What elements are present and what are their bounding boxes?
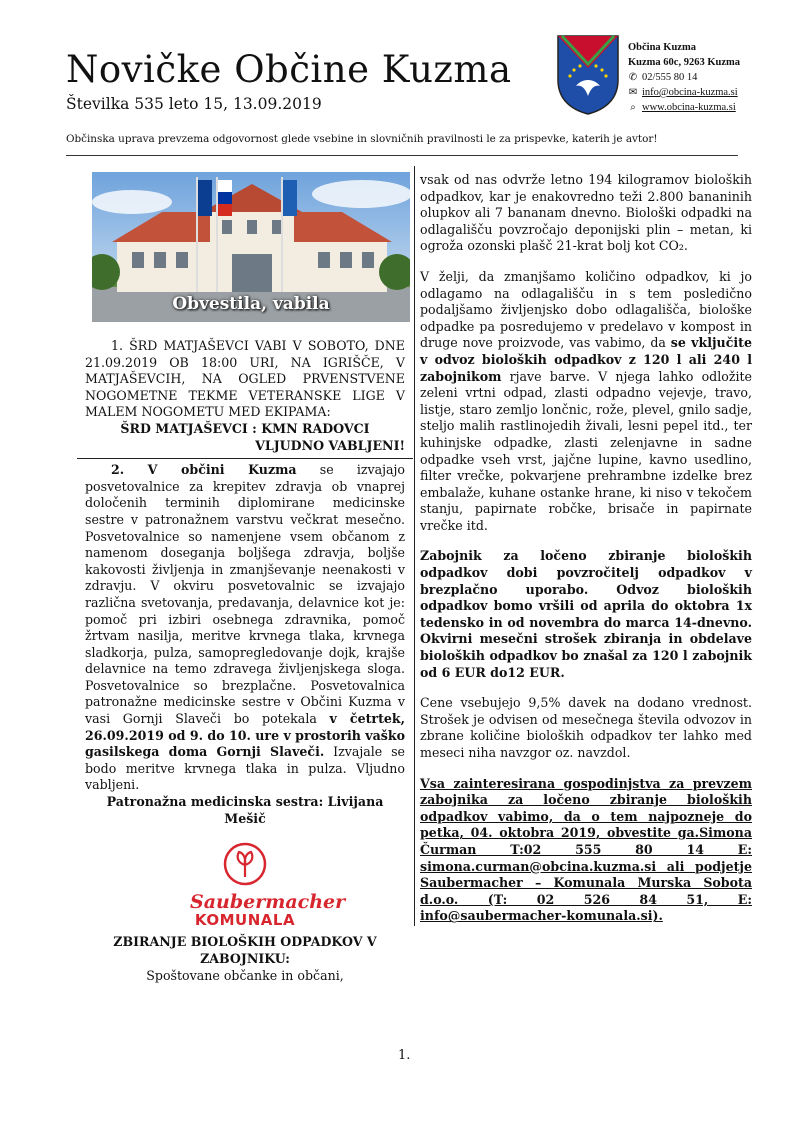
contact-phone: 02/555 80 14 [642, 72, 698, 83]
item2-bold: v četrtek, 26.09.2019 od 9. do 10. ure v prostorih vaško gasilskega doma Gornji Slaveči. [85, 711, 406, 760]
header-divider [66, 155, 738, 156]
web-icon: ⌕ [630, 102, 636, 113]
contact-address: Kuzma 60c, 9263 Kuzma [628, 57, 740, 68]
bio-greeting: Spoštovane občanke in občani, [146, 967, 344, 983]
phone-icon: ✆ [628, 72, 638, 83]
town-hall-photo [92, 172, 410, 322]
logo-wordmark: Saubermacher [190, 890, 346, 913]
item2-text: se izvajajo posvetovalnice za krepitev zdravja ob vnaprej določenih terminih diplomirane medicinske sestre v patronažnem varstvu večkrat mesečno. Posvetovalnice so namenjene vsem občanom z namenom doseganja boljšega zdravja, boljše kakovosti življenja in zmanjševanje neenakosti v zdravju. V okviru posvetovalnic se izvajajo različna svetovanja, predavanja, delavnice kot je: pomoč pri izbiri osebnega zdravnika, pomoč žrtvam nasilja, meritve krvnega tlaka, krvnega sladkorja, pulza, samopregledovanje dojk, krajše delavnice na temo zdravega življenjskega sloga. Posvetovalnice so brezplačne. Posvetovalnica patronažne medicinske sestre v Občini Kuzma v vasi Gornji Slaveči bo potekala [85, 462, 406, 727]
right-paragraph-4: Cene vsebujejo 9,5% davek na dodano vrednost. Strošek je odvisen od mesečnega števila odvozov in zbrane količine bioloških odpadkov ter lahko med meseci niha navzgor oz. navzdol. [420, 695, 752, 760]
contact-block [628, 40, 740, 115]
contact-email-link[interactable]: info@obcina-kuzma.si [642, 87, 738, 98]
right-paragraph-3: Zabojnik za ločeno zbiranje bioloških odpadkov dobi povzročitelj odpadkov v brezplačno uporabo. Odvoz bioloških odpadkov bomo vršili od aprila do oktobra 1x tedensko in od novembra do marca 14-dnevno. Okvirni mesečni strošek zbiranja in obdelave bioloških odpadkov bo znašal za 120 l zabojnik od 6 EUR do12 EUR. [420, 548, 752, 680]
contact-web-link[interactable]: www.obcina-kuzma.si [642, 102, 736, 113]
right-paragraph-5: Vsa zainteresirana gospodinjstva za prevzem zabojnika za ločeno zbiranje bioloških odpadkov vabimo, da o tem najpozneje do petka, 04. oktobra 2019, obvestite ga.Simona Čurman T:02 555 80 14 E: simona.curman@obcina.kuzma.si ali podjetje Saubermacher – Komunala Murska Sobota d.o.o. (T: 02 526 84 51, E: info@saubermacher-komunala.si). [420, 775, 752, 924]
contact-name: Občina Kuzma [628, 42, 696, 53]
right-paragraph-2 [420, 269, 752, 535]
email-icon: ✉ [628, 87, 638, 98]
item2-lead: 2. V občini Kuzma [111, 462, 297, 478]
item2-signature: Patronažna medicinska sestra: Livijana Mešič [106, 794, 384, 826]
left-column [85, 338, 405, 984]
item1-close: VLJUDNO VABLJENI! [255, 437, 405, 453]
bio-heading: ZBIRANJE BIOLOŠKIH ODPADKOV V ZABOJNIKU: [113, 934, 377, 966]
right-paragraph-1: vsak od nas odvrže letno 194 kilogramov bioloških odpadkov, kar je enakovredno teži 2.800 bananinih olupkov ali 7 bananam dnevno. Biološki odpadki na odlagališču povzročajo deponijski plin – metan, ki ogroža ozonski plašč 21-krat bolj kot CO₂. [420, 172, 752, 254]
p2-bold: se vključite v odvoz bioloških odpadkov z 120 l ali 240 l zabojnikom [420, 335, 752, 384]
item2-tail: Izvajale se bodo meritve krvnega tlaka in pulza. Vljudno vabljeni. [85, 744, 405, 793]
column-divider [414, 166, 415, 926]
photo-caption: Obvestila, vabila [172, 294, 330, 314]
page-number: 1. [398, 1048, 411, 1063]
municipal-crest-icon [556, 34, 620, 116]
saubermacher-leaf-icon [222, 841, 268, 887]
item1-text: 1. ŠRD MATJAŠEVCI VABI V SOBOTO, DNE 21.09.2019 OB 18:00 URI, NA IGRIŠČE, V MATJAŠEVCIH, NA OGLED PRVENSTVENE NOGOMETNE TEKME VETERANSKE LIGE V MALEM NOGOMETU MED EKIPAMA: [85, 338, 405, 420]
disclaimer: Občinska uprava prevzema odgovornost glede vsebine in slovničnih pravilnosti le za prispevke, katerih je avtor! [66, 133, 658, 145]
right-column [420, 172, 752, 925]
p2-text-a: V želji, da zmanjšamo količino odpadkov, ki jo odlagamo na odlagališču in s tem posledično podaljšamo življenjsko dobo odlagališča, biološke odpadke pa posredujemo v predelavo v kompost in druge nove proizvode, vas vabimo, da [420, 268, 752, 351]
saubermacher-logo [190, 841, 346, 929]
issue-line: Številka 535 leto 15, 13.09.2019 [66, 95, 322, 113]
newsletter-title: Novičke Občine Kuzma [66, 48, 512, 91]
item-divider [77, 458, 413, 459]
item1-match: ŠRD MATJAŠEVCI : KMN RADOVCI [120, 420, 370, 436]
logo-subtitle: KOMUNALA [194, 910, 296, 929]
p2-text-b: rjave barve. V njega lahko odložite zeleni vrtni odpad, zlasti odpadno vejevje, travo, listje, staro zemljo lončnic, rože, plevel, gnilo sadje, steljo malih rastlinojedih živali, lesni pepel itd., ter kuhinjske odpadke, zlasti zelenjavne in sadne odpadke vseh vrst, jajčne lupine, kavno usedlino, filter vrečke, pokvarjene prehrambne izdelke brez embalaže, kuhane ostanke hrane, ki niso v tekočem stanju, papirnate robčke, brisače in papirnate vrečke itd. [420, 368, 752, 533]
item2-paragraph [85, 462, 405, 794]
